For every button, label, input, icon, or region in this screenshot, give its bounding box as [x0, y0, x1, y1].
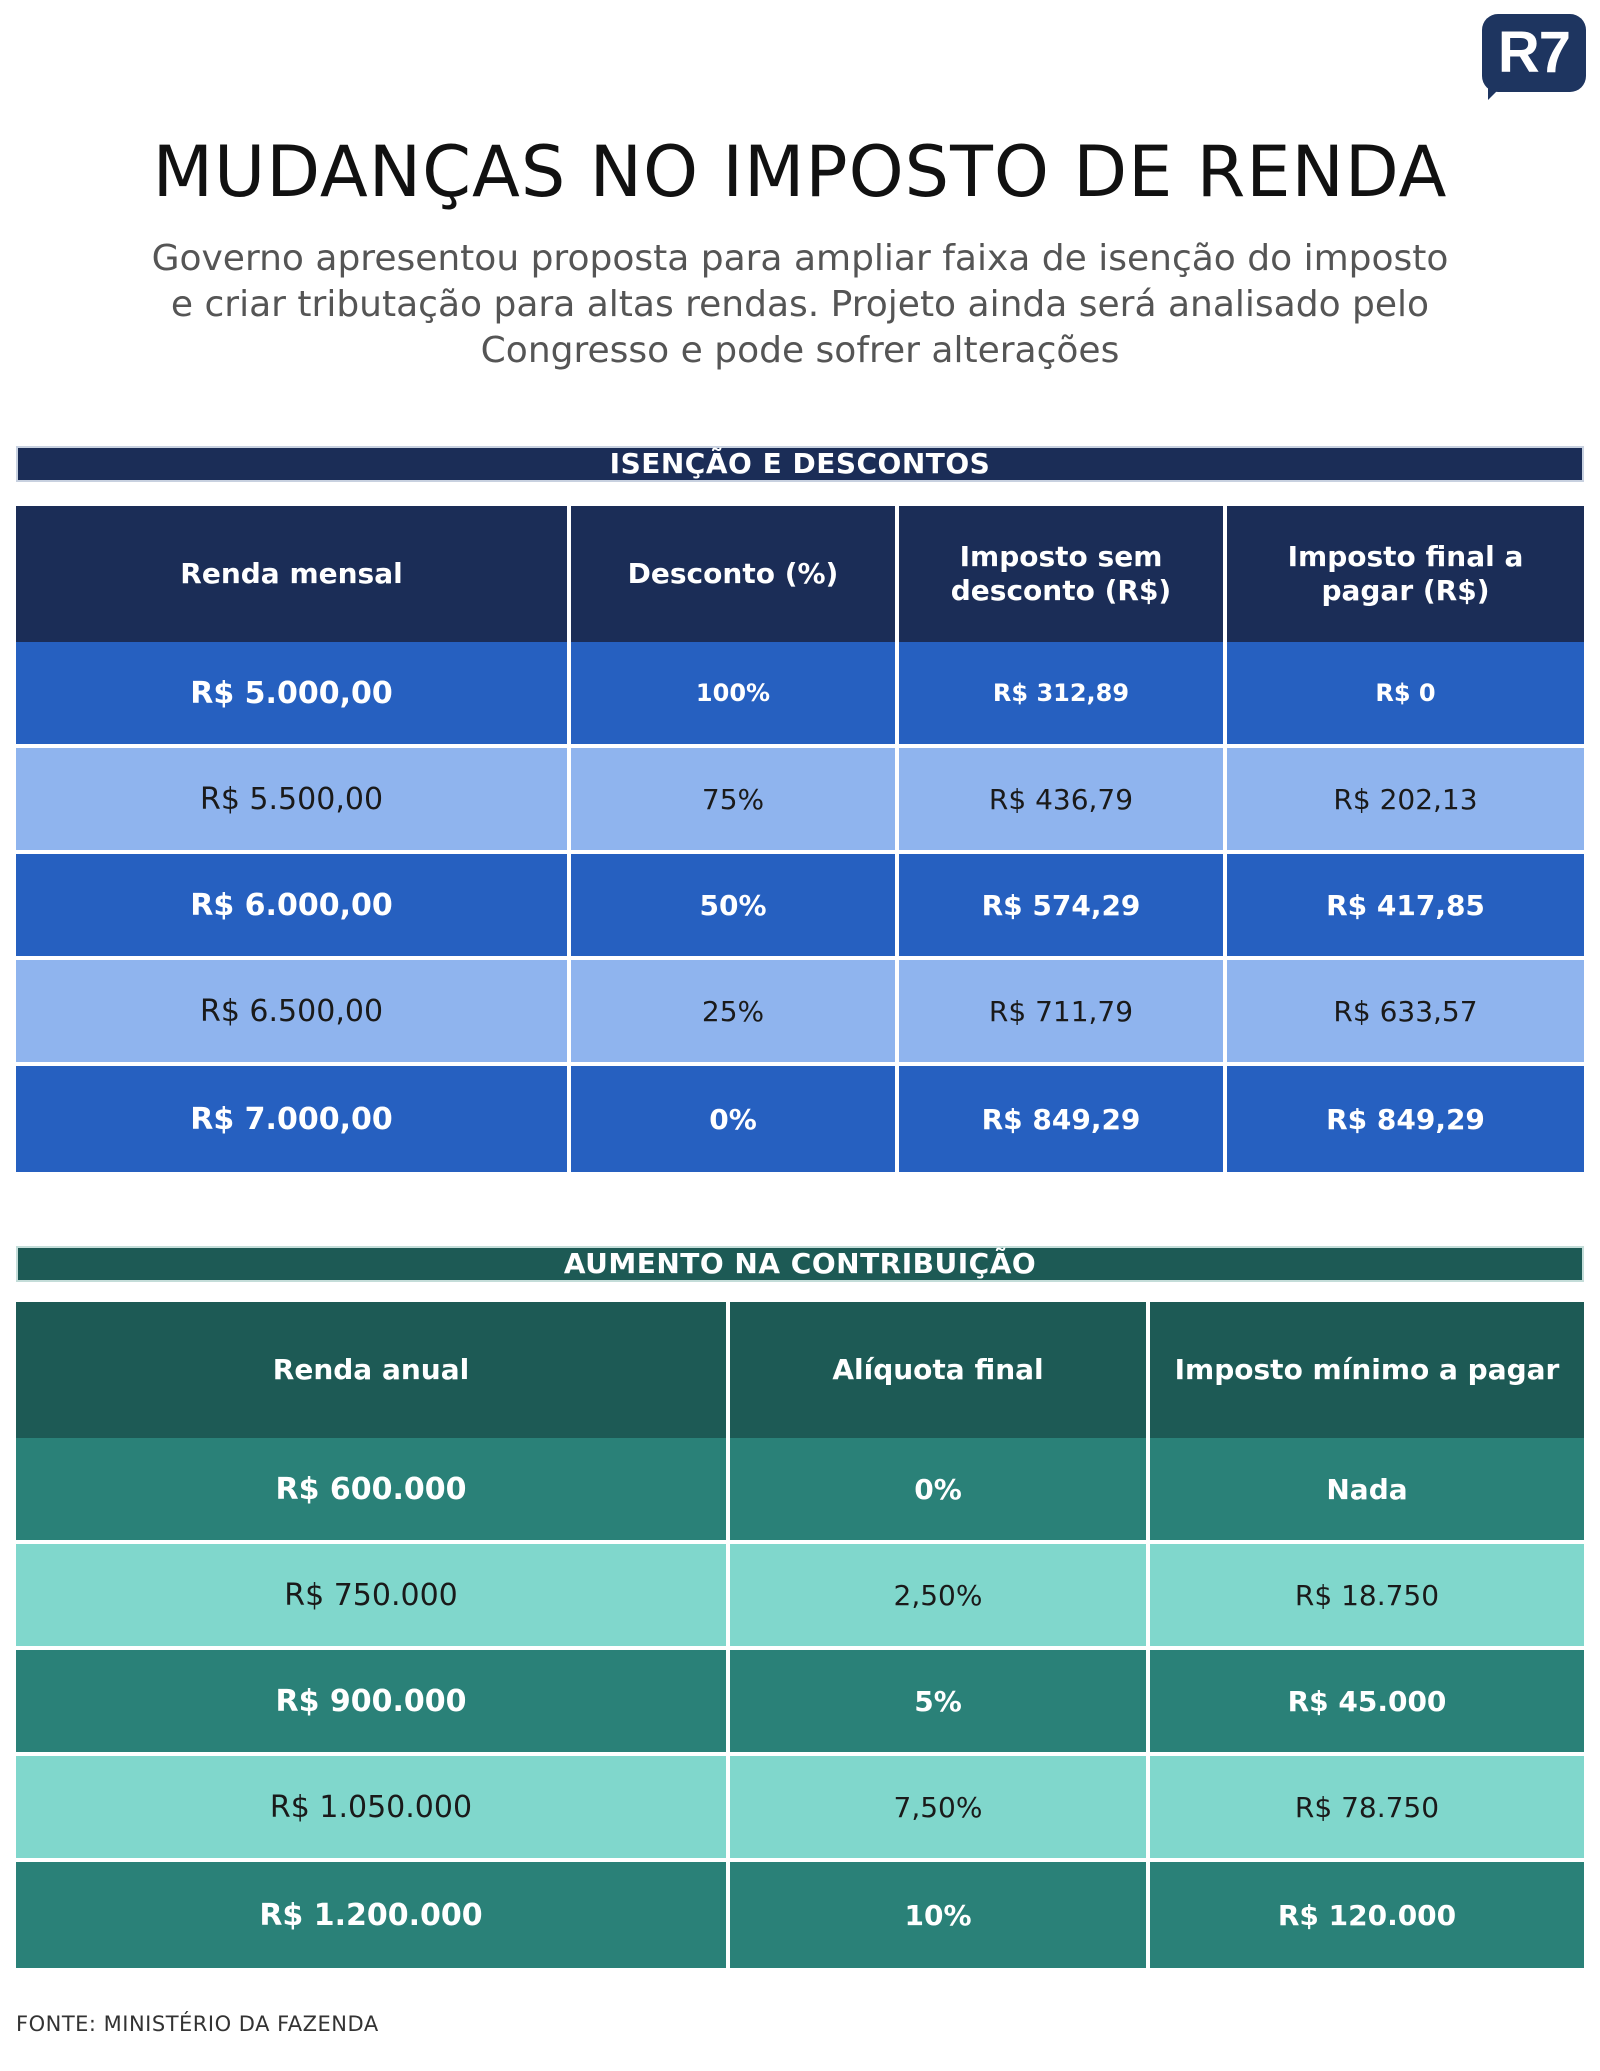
- table-row: [16, 1862, 1584, 1968]
- contribuicao-table: [16, 1302, 1584, 1968]
- table-cell: R$ 600.000: [16, 1438, 730, 1544]
- table-cell: R$ 633,57: [1227, 960, 1584, 1066]
- table-cell: 0%: [730, 1438, 1150, 1544]
- table-row: [16, 1756, 1584, 1862]
- table-cell: R$ 202,13: [1227, 748, 1584, 854]
- table-cell: R$ 417,85: [1227, 854, 1584, 960]
- column-header: Desconto (%): [571, 506, 899, 642]
- table-cell: R$ 18.750: [1150, 1544, 1584, 1650]
- table-cell: R$ 711,79: [899, 960, 1227, 1066]
- page-title: MUDANÇAS NO IMPOSTO DE RENDA: [152, 131, 1448, 213]
- column-header: Renda mensal: [16, 506, 571, 642]
- table-cell: R$ 849,29: [899, 1066, 1227, 1172]
- table-cell: R$ 436,79: [899, 748, 1227, 854]
- table-cell: R$ 45.000: [1150, 1650, 1584, 1756]
- table-row: [16, 1438, 1584, 1544]
- table-cell: 7,50%: [730, 1756, 1150, 1862]
- table-cell: R$ 900.000: [16, 1650, 730, 1756]
- table-cell: R$ 0: [1227, 642, 1584, 748]
- table-cell: R$ 312,89: [899, 642, 1227, 748]
- column-header: Imposto sem desconto (R$): [899, 506, 1227, 642]
- table-cell: R$ 5.000,00: [16, 642, 571, 748]
- table-cell: R$ 120.000: [1150, 1862, 1584, 1968]
- table-cell: 25%: [571, 960, 899, 1066]
- table-cell: R$ 1.050.000: [16, 1756, 730, 1862]
- table-cell: R$ 574,29: [899, 854, 1227, 960]
- table-cell: R$ 78.750: [1150, 1756, 1584, 1862]
- table-row: [16, 642, 1584, 748]
- table-row: [16, 1544, 1584, 1650]
- section-heading-isencao: ISENÇÃO E DESCONTOS: [16, 446, 1584, 482]
- table-cell: 2,50%: [730, 1544, 1150, 1650]
- table-row: [16, 960, 1584, 1066]
- table-cell: R$ 5.500,00: [16, 748, 571, 854]
- table-cell: R$ 6.500,00: [16, 960, 571, 1066]
- column-header: Imposto mínimo a pagar: [1150, 1302, 1584, 1438]
- table-cell: R$ 849,29: [1227, 1066, 1584, 1172]
- column-header: Alíquota final: [730, 1302, 1150, 1438]
- table-cell: 5%: [730, 1650, 1150, 1756]
- table-cell: R$ 6.000,00: [16, 854, 571, 960]
- table-row: [16, 1066, 1584, 1172]
- table-cell: R$ 750.000: [16, 1544, 730, 1650]
- table-cell: 50%: [571, 854, 899, 960]
- table-cell: Nada: [1150, 1438, 1584, 1544]
- table-cell: 75%: [571, 748, 899, 854]
- table-header-row: [16, 1302, 1584, 1438]
- logo-text: R7: [1497, 20, 1571, 85]
- page-subtitle: Governo apresentou proposta para ampliar faixa de isenção do imposto e criar tributação para altas rendas. Projeto ainda será analisado pelo Congresso e pode sofrer alterações: [151, 238, 1449, 371]
- table-header-row: [16, 506, 1584, 642]
- column-header: Renda anual: [16, 1302, 730, 1438]
- section-heading-contribuicao: AUMENTO NA CONTRIBUIÇÃO: [16, 1246, 1584, 1282]
- table-cell: 10%: [730, 1862, 1150, 1968]
- isencao-table: [16, 506, 1584, 1172]
- table-row: [16, 1650, 1584, 1756]
- table-cell: R$ 1.200.000: [16, 1862, 730, 1968]
- source-credit: FONTE: MINISTÉRIO DA FAZENDA: [16, 2012, 379, 2036]
- table-row: [16, 748, 1584, 854]
- table-cell: 0%: [571, 1066, 899, 1172]
- table-cell: 100%: [571, 642, 899, 748]
- column-header: Imposto final a pagar (R$): [1227, 506, 1584, 642]
- table-row: [16, 854, 1584, 960]
- table-cell: R$ 7.000,00: [16, 1066, 571, 1172]
- r7-logo: [1482, 14, 1586, 100]
